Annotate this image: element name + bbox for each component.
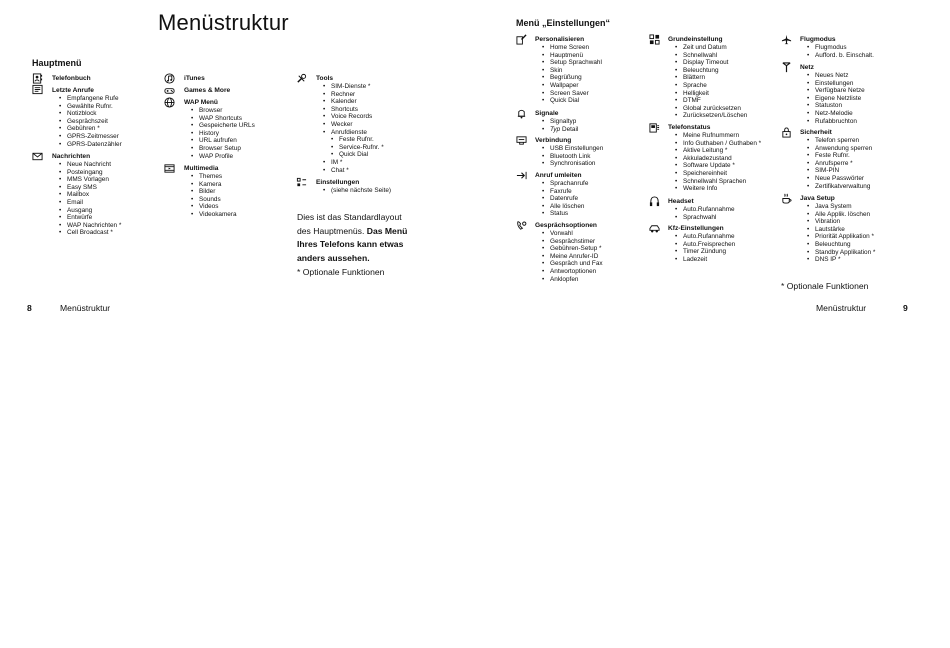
multimedia-list [191, 173, 237, 219]
list-item: • DTMF [675, 97, 747, 105]
section-title-headset: Headset [668, 198, 694, 205]
footer-label-left: Menüstruktur [60, 303, 111, 313]
phone-status-icon [649, 122, 660, 133]
multimedia-icon [164, 163, 175, 174]
section-personalize [535, 36, 602, 105]
network-icon [781, 62, 792, 73]
section-headset [668, 198, 735, 221]
list-item: • Screen Saver [542, 90, 602, 98]
list-item: • Neues Netz [807, 72, 865, 80]
section-network [800, 64, 865, 125]
list-item: • Empfangene Rufe [59, 95, 122, 103]
list-item: • (siehe nächste Seite) [323, 187, 391, 195]
list-item: • Typ Detail [542, 126, 578, 134]
list-item: • Wecker [323, 121, 384, 129]
list-item: • Vorwahl [542, 230, 603, 238]
initial-setup-list [675, 44, 747, 120]
section-title-ring-styles: Signale [535, 110, 559, 117]
list-item: • Schnellwahl [675, 52, 747, 60]
list-item: • Feste Rufnr. [331, 136, 384, 144]
section-settings [316, 179, 391, 195]
note-line: Ihres Telefons kann etwas [297, 239, 404, 249]
list-item: • Browser Setup [191, 145, 255, 153]
list-item: • Entwürfe [59, 214, 121, 222]
list-item: • GPRS-Zeitmesser [59, 133, 122, 141]
list-item: • WAP Nachrichten * [59, 222, 121, 230]
in-call-setup-list [542, 230, 603, 283]
connection-list [542, 145, 603, 168]
list-item: • Akkuladezustand [675, 155, 761, 163]
page-number-right: 9 [903, 303, 908, 313]
list-item: • Neue Passwörter [807, 175, 872, 183]
headset-list [675, 206, 735, 221]
initial-setup-icon [649, 34, 660, 45]
section-title-connection: Verbindung [535, 137, 572, 144]
list-item: • Schnellwahl Sprachen [675, 178, 761, 186]
section-initial-setup [668, 36, 747, 120]
list-item: • Flugmodus [807, 44, 874, 52]
list-item: • URL aufrufen [191, 137, 255, 145]
list-item: • Home Screen [542, 44, 602, 52]
list-item: • Gesprächstimer [542, 238, 603, 246]
section-title-call-forward: Anruf umleiten [535, 172, 582, 179]
list-item: • Meine Anrufer-ID [542, 253, 603, 261]
list-item: • Kalender [323, 98, 384, 106]
list-item: • Gewählte Rufnr. [59, 103, 122, 111]
list-item: • Zeit und Datum [675, 44, 747, 52]
java-list [807, 203, 875, 264]
list-item: • Neue Nachricht [59, 161, 121, 169]
list-item: • Sprachwahl [675, 214, 735, 222]
call-forward-list [542, 180, 588, 218]
list-item: • WAP Profile [191, 153, 255, 161]
list-item: • USB Einstellungen [542, 145, 603, 153]
list-item: • Anwendung sperren [807, 145, 872, 153]
section-security [800, 129, 872, 190]
list-item: • Shortcuts [323, 106, 384, 114]
section-messages [52, 153, 121, 237]
list-item: • Anrufdienste [323, 129, 384, 137]
section-call-forward [535, 172, 588, 218]
list-item: • Wallpaper [542, 82, 602, 90]
list-item: • Eigene Netzliste [807, 95, 865, 103]
list-item: • Bluetooth Link [542, 153, 603, 161]
settings-icon [296, 177, 307, 188]
list-item: • Rufabbruchton [807, 118, 865, 126]
list-item: • Software Update * [675, 162, 761, 170]
section-title-itunes: iTunes [184, 75, 205, 82]
list-item: • Aufford. b. Einschalt. [807, 52, 874, 60]
settings-menu-heading: Menü „Einstellungen“ [516, 18, 611, 28]
list-item: • Quick Dial [331, 151, 384, 159]
call-services-sublist [331, 136, 384, 159]
list-item: • WAP Shortcuts [191, 115, 255, 123]
in-call-setup-icon [516, 220, 527, 231]
section-title-recent-calls: Letzte Anrufe [52, 87, 94, 94]
list-item: • Browser [191, 107, 255, 115]
security-icon [781, 127, 792, 138]
recent-calls-icon [32, 84, 43, 95]
list-item: • SIM-PIN [807, 167, 872, 175]
list-item: • Begrüßung [542, 74, 602, 82]
list-item: • Lautstärke [807, 226, 875, 234]
list-item: • Antwortoptionen [542, 268, 603, 276]
list-item: • Auto.Freisprechen [675, 241, 735, 249]
list-item: • Gebühren * [59, 125, 122, 133]
list-item: • Gesprächszeit [59, 118, 122, 126]
layout-note [297, 211, 407, 265]
list-item: • Ausgang [59, 207, 121, 215]
list-item: • Blättern [675, 74, 747, 82]
section-phone-status [668, 124, 761, 193]
list-item: • Gespräch und Fax [542, 260, 603, 268]
list-item: • Telefon sperren [807, 137, 872, 145]
list-item: • Service-Rufnr. * [331, 144, 384, 152]
list-item: • SIM-Dienste * [323, 83, 384, 91]
list-item: • Themes [191, 173, 237, 181]
list-item: • Beleuchtung [675, 67, 747, 75]
list-item: • Mailbox [59, 191, 121, 199]
optional-functions-note-right: * Optionale Funktionen [781, 281, 869, 291]
car-settings-icon [649, 223, 660, 234]
section-title-settings: Einstellungen [316, 179, 360, 186]
list-item: • Sounds [191, 196, 237, 204]
games-icon [164, 85, 175, 96]
airplane-icon [781, 34, 792, 45]
section-title-personalize: Personalisieren [535, 36, 585, 43]
list-item: • Info Guthaben / Guthaben * [675, 140, 761, 148]
list-item: • Standby Applikation * [807, 249, 875, 257]
tools-icon [296, 73, 307, 84]
headset-icon [649, 196, 660, 207]
list-item: • GPRS-Datenzähler [59, 141, 122, 149]
list-item: • Feste Rufnr. [807, 152, 872, 160]
list-item: • Global zurücksetzen [675, 105, 747, 113]
call-forward-icon [516, 170, 527, 181]
note-line: Dies ist das Standardlayout [297, 212, 402, 222]
section-recent-calls [52, 87, 122, 148]
list-item: • Auto.Rufannahme [675, 233, 735, 241]
optional-functions-note-left: * Optionale Funktionen [297, 267, 385, 277]
tools-list [323, 83, 384, 136]
list-item: • Posteingang [59, 169, 121, 177]
section-multimedia [184, 165, 237, 219]
list-item: • Sprache [675, 82, 747, 90]
security-list [807, 137, 872, 190]
list-item: • Meine Rufnummern [675, 132, 761, 140]
list-item: • Videos [191, 203, 237, 211]
list-item: • Java System [807, 203, 875, 211]
list-item: • Beleuchtung [807, 241, 875, 249]
note-text: des Hauptmenüs. [297, 225, 367, 236]
list-item: • Easy SMS [59, 184, 121, 192]
page-title: Menüstruktur [158, 10, 289, 35]
section-title-games: Games & More [184, 87, 231, 94]
list-item: • Speichereinheit [675, 170, 761, 178]
list-item: • Rechner [323, 91, 384, 99]
ring-styles-list [542, 118, 578, 133]
list-item: • Vibration [807, 218, 875, 226]
list-item: • Skin [542, 67, 602, 75]
section-title-phonebook: Telefonbuch [52, 75, 91, 82]
list-item: • Statuston [807, 102, 865, 110]
phonebook-icon [32, 73, 43, 84]
section-title-initial-setup: Grundeinstellung [668, 36, 723, 43]
list-item: • Netz-Melodie [807, 110, 865, 118]
note-line [297, 225, 407, 239]
list-item: • Sprachanrufe [542, 180, 588, 188]
list-item: • Verfügbare Netze [807, 87, 865, 95]
section-title-java: Java Setup [800, 195, 835, 202]
list-item: • Aktive Leitung * [675, 147, 761, 155]
list-item: • MMS Vorlagen [59, 176, 121, 184]
note-text-bold: Das Menü [366, 225, 408, 236]
list-item: • Ladezeit [675, 256, 735, 264]
list-item: • IM * [323, 159, 384, 167]
section-title-multimedia: Multimedia [184, 165, 219, 172]
list-item: • Videokamera [191, 211, 237, 219]
page-number-left: 8 [27, 303, 32, 313]
list-item: • History [191, 130, 255, 138]
list-item: • Einstellungen [807, 80, 865, 88]
list-item: • Datenrufe [542, 195, 588, 203]
list-item: • Faxrufe [542, 188, 588, 196]
settings-list [323, 187, 391, 195]
section-title-in-call-setup: Gesprächsoptionen [535, 222, 597, 229]
list-item: • Gespeicherte URLs [191, 122, 255, 130]
car-settings-list [675, 233, 735, 263]
list-item: • Anklopfen [542, 276, 603, 284]
list-item: • Zertifikatverwaltung [807, 183, 872, 191]
section-title-messages: Nachrichten [52, 153, 91, 160]
list-item: • Anrufsperre * [807, 160, 872, 168]
section-title-security: Sicherheit [800, 129, 832, 136]
list-item: • Status [542, 210, 588, 218]
section-title-airplane: Flugmodus [800, 36, 836, 43]
personalize-list [542, 44, 602, 105]
section-tools [316, 75, 384, 174]
section-ring-styles [535, 110, 578, 133]
airplane-list [807, 44, 874, 59]
list-item: • Setup Sprachwahl [542, 59, 602, 67]
section-airplane [800, 36, 874, 59]
phone-status-list [675, 132, 761, 193]
section-wap [184, 99, 255, 160]
note-line: anders aussehen. [297, 252, 370, 263]
list-item: • DNS IP * [807, 256, 875, 264]
list-item: • Alle löschen [542, 203, 588, 211]
connection-icon [516, 135, 527, 146]
itunes-icon [164, 73, 175, 84]
list-item: • Notizblock [59, 110, 122, 118]
section-java [800, 195, 875, 264]
section-car-settings [668, 225, 735, 263]
list-item: • Email [59, 199, 121, 207]
list-item: • Auto.Rufannahme [675, 206, 735, 214]
list-item: • Signaltyp [542, 118, 578, 126]
list-item: • Alle Applik. löschen [807, 211, 875, 219]
list-item: • Hauptmenü [542, 52, 602, 60]
personalize-icon [516, 34, 527, 45]
list-item: • Weitere Info [675, 185, 761, 193]
list-item: • Quick Dial [542, 97, 602, 105]
list-item: • Gebühren-Setup * [542, 245, 603, 253]
list-item: • Kamera [191, 181, 237, 189]
list-item: • Voice Records [323, 113, 384, 121]
messages-list [59, 161, 121, 237]
list-item: • Display Timeout [675, 59, 747, 67]
ring-styles-icon [516, 108, 527, 119]
wap-icon [164, 97, 175, 108]
section-title-network: Netz [800, 64, 814, 71]
list-item: • Chat * [323, 167, 384, 175]
main-menu-heading: Hauptmenü [32, 58, 82, 68]
list-item: • Cell Broadcast * [59, 229, 121, 237]
section-connection [535, 137, 603, 168]
wap-list [191, 107, 255, 160]
java-icon [781, 193, 792, 204]
section-title-car-settings: Kfz-Einstellungen [668, 225, 724, 232]
section-title-tools: Tools [316, 75, 334, 82]
footer-label-right: Menüstruktur [816, 303, 867, 313]
list-item: • Bilder [191, 188, 237, 196]
list-item: • Timer Zündung [675, 248, 735, 256]
italic-word: Typ [550, 125, 561, 133]
network-list [807, 72, 865, 125]
section-title-phone-status: Telefonstatus [668, 124, 711, 131]
tools-list-continued [323, 159, 384, 174]
list-item: • Helligkeit [675, 90, 747, 98]
section-title-wap: WAP Menü [184, 99, 218, 106]
list-item: • Synchronisation [542, 160, 603, 168]
envelope-icon [32, 151, 43, 162]
list-item: • Priorität Applikation * [807, 233, 875, 241]
recent-calls-list [59, 95, 122, 148]
list-item: • Zurücksetzen/Löschen [675, 112, 747, 120]
section-in-call-setup [535, 222, 603, 283]
